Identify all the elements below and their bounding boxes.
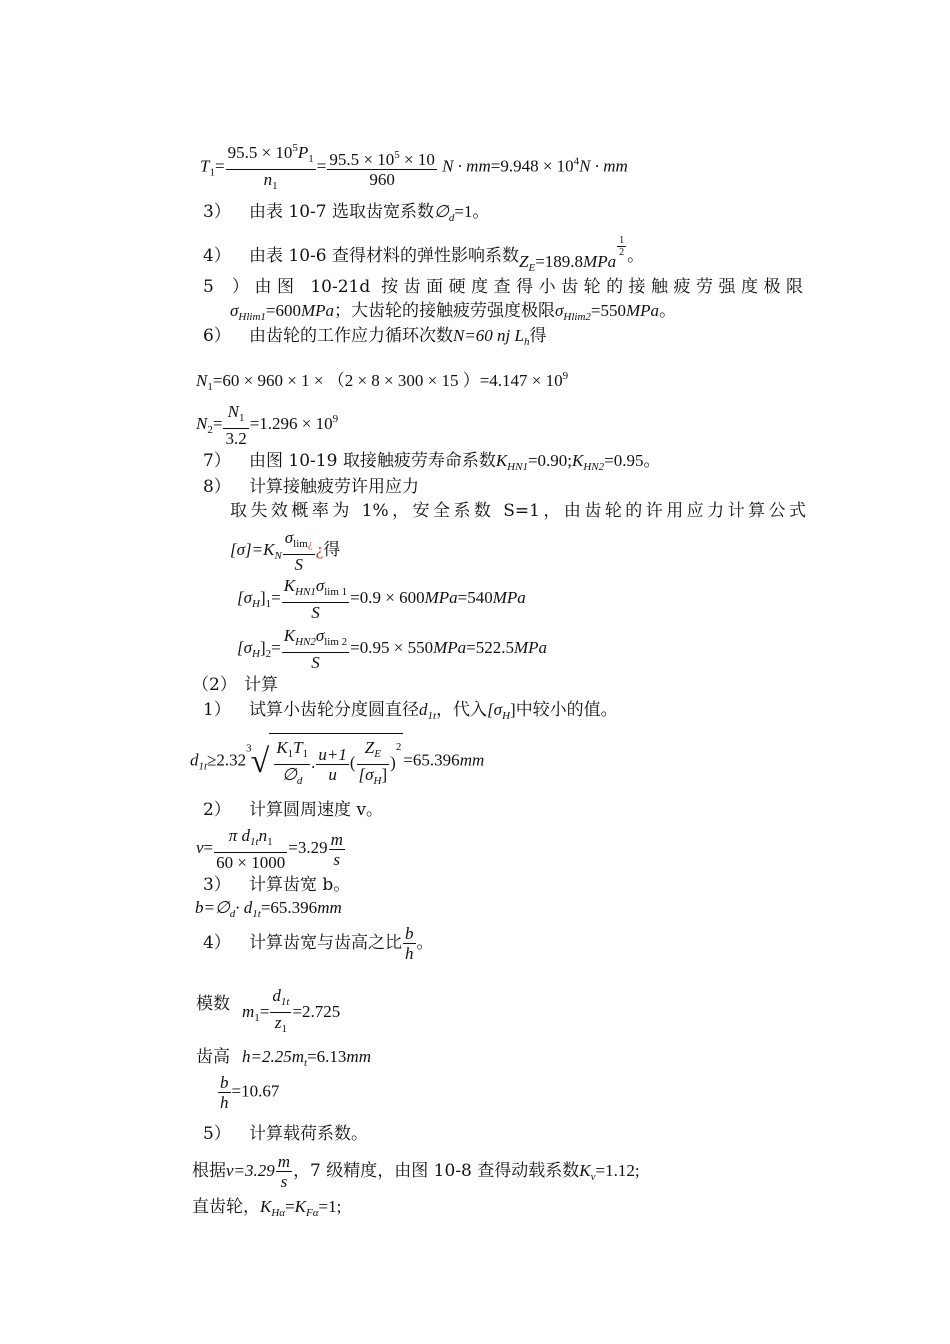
calc-1-bracket-sub: H xyxy=(502,710,511,722)
eq-t1-f1-den-sub: 1 xyxy=(272,180,278,192)
calc-4-text: 计算齿宽与齿高之比 xyxy=(249,933,402,953)
eq-d1t-dot: . xyxy=(311,753,316,772)
height-unit: mm xyxy=(346,1047,371,1066)
item-5-mid: ；大齿轮的接触疲劳强度极限 xyxy=(334,301,556,321)
eq-d1t-radicand xyxy=(269,733,403,791)
item-8-formula-lhs: [σ]=K xyxy=(230,539,275,559)
item-8-formula-frac xyxy=(283,528,315,574)
load-1-k: K xyxy=(579,1161,591,1180)
item-5-value1: =600 xyxy=(265,301,301,320)
eq-d1t-frac3 xyxy=(357,738,390,791)
eq-n1 xyxy=(196,365,568,398)
eq-sigma-h1-den: S xyxy=(282,602,349,622)
eq-sigma-h1-num-b-sub: lim 1 xyxy=(324,586,348,598)
item-5-tail: 。 xyxy=(659,301,677,321)
eq-d1t-f1-num: K xyxy=(276,737,288,757)
eq-d1t-f1-den: ∅ xyxy=(282,764,297,784)
item-8-formula-den: S xyxy=(283,554,315,574)
module-lhs: m xyxy=(242,1002,255,1021)
eq-t1-f1-num-b: P xyxy=(297,143,309,162)
eq-sigma-h2-num-b-sub: lim 2 xyxy=(324,636,348,648)
load-1-unit-num: m xyxy=(277,1152,291,1171)
calc-4-frac-den: h xyxy=(405,944,414,963)
item-5-unit1: MPa xyxy=(300,301,335,320)
item-7-v2: =0.95。 xyxy=(604,451,661,470)
item-7-k2: K xyxy=(572,451,584,470)
eq-d1t-frac2 xyxy=(316,745,348,784)
calc-5-text: 计算载荷系数。 xyxy=(249,1124,368,1144)
eq-d1t-paren-close: ) xyxy=(390,753,396,772)
eq-v-frac xyxy=(214,826,287,872)
eq-v-num-b: n xyxy=(258,826,268,845)
eq-n2-num-sub: 1 xyxy=(238,412,245,424)
item-8-formula-tail: 得 xyxy=(323,539,341,560)
load-row-1 xyxy=(192,1152,640,1191)
eq-t1-f2-num-b: × 10 xyxy=(399,150,435,169)
eq-n2-exp: 9 xyxy=(332,412,339,425)
height-rhs: =6.13 xyxy=(307,1047,347,1066)
eq-v-num-b-sub: 1 xyxy=(267,836,273,848)
eq-b-mid: · d xyxy=(235,898,253,917)
radical-icon: √ xyxy=(250,742,270,780)
module-lhs-sub: 1 xyxy=(254,1012,260,1024)
calc-4-frac-num: b xyxy=(405,924,414,943)
eq-sigma-h1-unit2: MPa xyxy=(492,587,526,607)
eq-t1-f2-den: 960 xyxy=(369,170,395,189)
eq-d1t-f1-num-b: T xyxy=(293,737,303,757)
eq-n2-frac xyxy=(223,402,248,448)
ratio-den: h xyxy=(220,1093,229,1112)
item-3-text: 由表 10-7 选取齿宽系数 xyxy=(249,202,434,222)
item-7-k1: K xyxy=(495,451,508,470)
eq-sigma-h1-lhs-sub: H xyxy=(252,597,260,610)
module-label: 模数 xyxy=(196,994,230,1014)
item-5-line2 xyxy=(230,300,676,328)
item-4-tail: 。 xyxy=(627,246,645,266)
item-3-symbol: ∅ xyxy=(434,202,449,221)
eq-sigma-h1-num-b: σ xyxy=(315,576,325,595)
eq-n1-rhs: =60 × 960 × 1 × （2 × 8 × 300 × 15 ）=4.147 × 10 xyxy=(212,371,563,390)
eq-sigma-h2-unit1: MPa xyxy=(433,637,467,657)
eq-n2-rhs: =1.296 × 10 xyxy=(249,413,333,433)
height-row xyxy=(196,1046,371,1074)
module-row xyxy=(196,986,340,1039)
load-1-v: v=3.29 xyxy=(226,1161,275,1180)
ratio-frac xyxy=(218,1073,231,1112)
calc-4-frac xyxy=(403,924,416,963)
eq-n1-exp: 9 xyxy=(562,370,569,382)
item-7-k1-sub: HN1 xyxy=(507,461,528,473)
eq-d1t-f3-num-sub: E xyxy=(374,747,381,760)
eq-sigma-h2-rhs: =0.95 × 550 xyxy=(350,637,434,657)
eq-t1-f2-num-exp: 5 xyxy=(394,149,400,161)
calc-4-number: 4） xyxy=(203,933,231,953)
eq-t1-lhs: T xyxy=(200,156,210,176)
calc-1-symbol-sub: 1t xyxy=(427,710,437,722)
height-label: 齿高 xyxy=(196,1047,230,1067)
eq-sigma-h1-lhs: [σ xyxy=(237,587,252,607)
eq-d1t-root-index: 3 xyxy=(246,742,252,755)
eq-n2-equals: = xyxy=(212,413,223,433)
eq-t1-f2-num-a: 95.5 × 10 xyxy=(329,150,395,169)
load-2-pre: 直齿轮， xyxy=(192,1197,260,1217)
eq-sigma-h2-num-a-sub: HN2 xyxy=(295,636,316,648)
calc-5-number: 5） xyxy=(203,1124,231,1144)
eq-d1t-f2-den: u xyxy=(316,764,348,784)
calc-2-text: 计算圆周速度 v。 xyxy=(249,800,384,820)
item-7-v1: =0.90; xyxy=(527,451,573,470)
eq-b-unit: mm xyxy=(317,898,342,917)
calc-3-text: 计算齿宽 b。 xyxy=(249,875,351,895)
calc-1-mid: ，代入 xyxy=(436,700,488,720)
ratio-rhs: =10.67 xyxy=(231,1081,280,1101)
calc-1-bracket: [σ xyxy=(487,700,503,719)
eq-sigma-h2-den: S xyxy=(282,652,349,672)
load-1-pre: 根据 xyxy=(192,1161,226,1181)
item-8-paragraph xyxy=(230,500,806,522)
item-6-formula-sub: h xyxy=(524,336,530,348)
module-num: d xyxy=(272,986,281,1005)
item-3 xyxy=(203,201,489,229)
item-4-value: =189.8 xyxy=(535,252,584,271)
item-8-formula-glyph-1: ¿ xyxy=(307,538,313,550)
eq-d1t-lhs: d xyxy=(190,750,199,770)
module-den: z xyxy=(274,1013,282,1032)
item-5-sigma1: σ xyxy=(230,301,239,320)
height-m-sub: t xyxy=(304,1057,308,1069)
ratio-row xyxy=(217,1073,279,1112)
eq-n1-lhs-sub: 1 xyxy=(207,381,213,393)
load-2-k1-sub: Hα xyxy=(271,1207,286,1219)
item-3-tail: =1。 xyxy=(454,202,490,221)
height-formula: h=2.25 xyxy=(242,1047,292,1066)
eq-d1t-unit: mm xyxy=(459,750,485,770)
item-4-text: 由表 10-6 查得材料的弹性影响系数 xyxy=(249,246,519,266)
eq-d1t-paren-open: ( xyxy=(349,753,356,772)
eq-sigma-h2-lhs-close: ] xyxy=(259,637,266,657)
eq-sigma-h2-unit2: MPa xyxy=(513,637,548,657)
eq-v xyxy=(196,826,346,872)
calc-5 xyxy=(203,1123,368,1145)
calc-1-text: 试算小齿轮分度圆直径 xyxy=(249,700,419,720)
section-2-heading xyxy=(192,674,278,696)
item-3-number: 3） xyxy=(203,202,231,222)
item-7-text: 由图 10-19 取接触疲劳寿命系数 xyxy=(249,451,496,471)
eq-n2-lhs: N xyxy=(196,413,208,433)
eq-d1t-f3-den-close: ] xyxy=(381,764,388,784)
eq-v-num-sub: 1t xyxy=(250,836,259,848)
item-8-para-text: 取失效概率为 1%，安全系数 S=1，由齿轮的许用应力计算公式 xyxy=(230,501,806,521)
section-2-number: （2） xyxy=(192,675,237,695)
eq-d1t-rhs: =65.396 xyxy=(403,750,460,770)
item-5-line1 xyxy=(203,276,803,298)
item-8-formula-lhs-sub: N xyxy=(274,549,282,562)
eq-b-sub2: 1t xyxy=(252,908,261,920)
calc-1-number: 1） xyxy=(203,700,231,720)
eq-b-rhs: =65.396 xyxy=(260,898,318,917)
module-equals: = xyxy=(259,1002,270,1021)
eq-sigma-h1 xyxy=(237,576,526,622)
load-2-rhs: =1; xyxy=(318,1197,342,1216)
load-1-k-sub: v xyxy=(590,1171,596,1183)
eq-n2-num: N xyxy=(227,402,239,421)
item-5-sigma1-sub: Hlim1 xyxy=(238,311,266,323)
eq-d1t-f3-den-sub: H xyxy=(373,774,382,787)
item-4-symbol-sub: E xyxy=(528,262,536,274)
eq-t1: $T_1=$ $\frac{95.5 \times 10^5P_1}{n_1}$ = $\frac{95.5 \times 10^5 \times 10}{960}$ $N \cdot mm=9.948 \times 10^4N$ · mm xyxy=(200,139,628,196)
eq-t1-frac1 xyxy=(226,139,316,196)
eq-n2-den: 3.2 xyxy=(225,429,247,448)
item-7-number: 7） xyxy=(203,451,231,471)
item-8-formula-num: σ xyxy=(284,528,294,547)
section-2-text: 计算 xyxy=(244,675,278,695)
load-1-unit xyxy=(276,1152,292,1191)
eq-t1-f1-num-a: 95.5 × 10 xyxy=(227,143,293,162)
eq-d1t-f1-num-b-sub: 1 xyxy=(302,747,309,760)
item-4-exponent xyxy=(617,235,626,258)
height-m: m xyxy=(291,1047,305,1066)
item-6 xyxy=(203,325,547,353)
eq-sigma-h1-equals: = xyxy=(271,587,281,607)
load-1-rhs: =1.12; xyxy=(595,1161,640,1180)
eq-t1-frac2 xyxy=(327,146,436,189)
eq-n2-lhs-sub: 2 xyxy=(207,423,213,436)
eq-sigma-h2-lhs-sub: H xyxy=(252,647,260,660)
load-row-2 xyxy=(192,1196,341,1224)
eq-v-rhs: =3.29 xyxy=(288,837,328,857)
item-8-text: 计算接触疲劳许用应力 xyxy=(249,477,419,497)
eq-t1-unit1: N · mm xyxy=(442,156,491,176)
eq-t1-f1-num-exp: 5 xyxy=(292,142,298,154)
module-rhs: =2.725 xyxy=(292,1002,341,1021)
eq-d1t-f3-den: [σ xyxy=(358,764,374,784)
eq-sigma-h1-lhs-sub2: 1 xyxy=(265,597,272,610)
eq-t1-f1-num-sub: 1 xyxy=(308,153,314,165)
eq-sigma-h2-lhs-sub2: 2 xyxy=(265,647,272,660)
item-4 xyxy=(203,235,644,279)
item-7 xyxy=(203,450,660,478)
eq-n1-lhs: N xyxy=(196,371,208,390)
item-6-number: 6） xyxy=(203,326,231,346)
item-4-symbol: Z xyxy=(519,252,529,271)
eq-d1t xyxy=(190,733,484,793)
item-8 xyxy=(203,476,419,498)
eq-d1t-frac1 xyxy=(274,738,310,791)
calc-4 xyxy=(203,924,434,963)
item-5-text: 由图 10-21d 按齿面硬度查得小齿轮的接触疲劳强度极限 xyxy=(249,277,803,297)
calc-1-tail: 中较小的值。 xyxy=(515,700,618,720)
item-4-unit: MPa xyxy=(583,252,617,271)
eq-v-equals: = xyxy=(203,837,214,857)
item-8-formula xyxy=(230,528,340,574)
eq-sigma-h2-num-a: K xyxy=(283,626,296,645)
ratio-num: b xyxy=(220,1073,229,1092)
eq-v-lhs: v xyxy=(196,837,204,857)
eq-sigma-h2-rhs2: =522.5 xyxy=(466,637,514,657)
eq-sigma-h1-lhs-close: ] xyxy=(259,587,266,607)
load-1-mid: ，7 级精度，由图 10-8 查得动载系数 xyxy=(293,1161,580,1181)
item-7-k2-sub: HN2 xyxy=(583,461,605,473)
eq-v-unit-den: s xyxy=(329,849,345,869)
eq-sigma-h1-num-a: K xyxy=(283,576,296,595)
eq-t1-result: =9.948 × 10 xyxy=(490,156,574,176)
load-2-k2: K xyxy=(294,1197,306,1216)
eq-b xyxy=(195,897,342,925)
eq-sigma-h2-frac xyxy=(282,626,349,672)
eq-d1t-exp: 2 xyxy=(395,741,402,753)
eq-sigma-h2-equals: = xyxy=(271,637,281,657)
eq-t1-equals: = xyxy=(214,156,225,176)
eq-t1-f1-den: n xyxy=(263,170,273,189)
eq-sigma-h1-frac xyxy=(282,576,349,622)
item-6-text: 由齿轮的工作应力循环次数 xyxy=(249,326,453,346)
calc-1 xyxy=(203,699,618,727)
eq-t1-lhs-sub: 1 xyxy=(209,166,215,179)
eq-sigma-h2 xyxy=(237,626,547,672)
eq-b-text: b=∅ xyxy=(195,898,230,917)
item-6-formula: N=60 nj L xyxy=(453,326,524,345)
eq-n2 xyxy=(196,402,338,448)
item-8-formula-num-sub: lim xyxy=(293,538,308,550)
eq-sigma-h1-rhs: =0.9 × 600 xyxy=(350,587,425,607)
item-5-sigma2: σ xyxy=(555,301,564,320)
load-2-k1: K xyxy=(260,1197,272,1216)
calc-1-symbol: d xyxy=(419,700,428,719)
item-5-unit2: MPa xyxy=(626,301,660,320)
eq-t1-unit2: N · mm xyxy=(579,156,628,176)
calc-2 xyxy=(203,799,383,821)
item-5-sigma2-sub: Hlim2 xyxy=(563,311,591,323)
eq-d1t-f1-den-sub: d xyxy=(296,774,303,787)
item-5-value2: =550 xyxy=(590,301,627,320)
module-frac xyxy=(270,986,291,1039)
eq-d1t-coef: ≥2.32 xyxy=(207,750,247,770)
eq-d1t-lhs-sub: 1t xyxy=(198,760,208,773)
eq-sigma-h1-num-a-sub: HN1 xyxy=(295,586,316,598)
load-2-equals: = xyxy=(285,1197,295,1216)
module-num-sub: 1t xyxy=(280,996,290,1008)
item-4-number: 4） xyxy=(203,246,231,266)
item-4-exp-num: 1 xyxy=(619,235,625,246)
item-5-number: 5） xyxy=(203,277,249,297)
eq-sigma-h2-num-b: σ xyxy=(315,626,325,645)
eq-d1t-f2-num: u+1 xyxy=(318,744,347,764)
item-3-symbol-sub: d xyxy=(448,212,455,224)
eq-b-sub: d xyxy=(229,908,236,920)
load-1-unit-den: s xyxy=(276,1171,292,1191)
eq-v-den: 60 × 1000 xyxy=(216,853,286,872)
eq-d1t-f3-num: Z xyxy=(364,737,375,757)
eq-d1t-f1-num-sub: 1 xyxy=(287,747,294,760)
eq-t1-result-exp: 4 xyxy=(573,155,580,168)
calc-1-bracket-close: ] xyxy=(510,700,516,719)
eq-sigma-h1-unit1: MPa xyxy=(424,587,458,607)
item-6-tail: 得 xyxy=(529,326,547,346)
calc-4-tail: 。 xyxy=(416,933,434,953)
calc-3-number: 3） xyxy=(203,875,231,895)
module-den-sub: 1 xyxy=(281,1023,287,1035)
eq-v-unit xyxy=(329,830,345,869)
eq-v-unit-num: m xyxy=(330,829,343,849)
item-8-number: 8） xyxy=(203,477,231,497)
item-8-formula-glyph-2: ¿ xyxy=(315,539,324,559)
calc-2-number: 2） xyxy=(203,800,231,820)
eq-sigma-h2-lhs: [σ xyxy=(237,637,252,657)
eq-v-num: π d xyxy=(228,826,251,845)
load-2-k2-sub: Fα xyxy=(306,1207,319,1219)
calc-3 xyxy=(203,874,350,896)
eq-sigma-h1-rhs2: =540 xyxy=(457,587,493,607)
item-4-exp-den: 2 xyxy=(619,247,625,258)
